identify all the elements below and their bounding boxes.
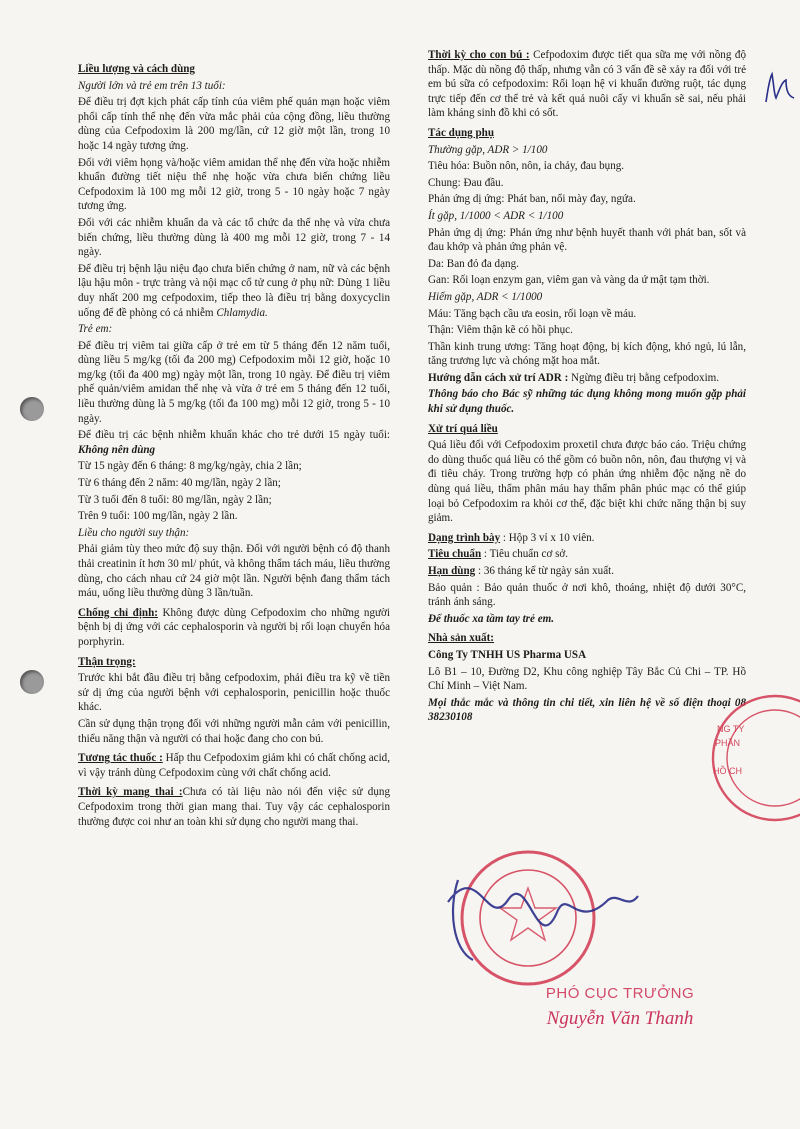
caution-paragraph-2: Cần sử dụng thận trọng đối với những người mẫn cảm với penicillin, thiểu năng thận và người có thai hoặc đang cho con bú. [78, 717, 390, 745]
side-effect-line: Phản ứng dị ứng: Phản ứng như bệnh huyết thanh với phát ban, sốt và đau khớp và phản ứng phản vệ. [428, 226, 746, 254]
expiry-label: Hạn dùng [428, 565, 476, 577]
standard-line [428, 547, 746, 562]
child-paragraph-2-text: Để điều trị các bệnh nhiễm khuẩn khác cho trẻ dưới 15 ngày tuổi: [78, 429, 390, 442]
side-effect-line: Thần kinh trung ương: Tăng hoạt động, bị kích động, khó ngủ, lú lẫn, tăng trương lực và chóng mặt hoa mắt. [428, 340, 746, 368]
packaging-label: Dạng trình bày [428, 531, 501, 544]
child-dose-line: Trên 9 tuổi: 100 mg/lần, ngày 2 lần. [78, 510, 238, 523]
officer-title: PHÓ CỤC TRƯỞNG [545, 985, 695, 1002]
interaction-paragraph [78, 751, 390, 780]
child-paragraph-2 [78, 428, 390, 457]
manufacturer-address: Lô B1 – 10, Đường D2, Khu công nghiệp Tây Bắc Củ Chi – TP. Hồ Chí Minh – Việt Nam. [428, 665, 746, 693]
punch-hole-bottom [20, 670, 44, 694]
contraindication-paragraph [78, 606, 390, 650]
adr-paragraph [428, 371, 746, 386]
manufacturer-name: Công Ty TNHH US Pharma USA [428, 648, 587, 661]
handwritten-initial-mark [762, 68, 798, 108]
side-effect-line: Chung: Đau đầu. [428, 176, 504, 189]
adult-paragraph-3: Đối với các nhiễm khuẩn da và các tổ chức da thể nhẹ và vừa chưa biến chứng, liều thường dùng là 400 mg mỗi 12 giờ, trong 7 - 14 ngày. [78, 216, 390, 259]
side-effect-line: Gan: Rối loạn enzym gan, viêm gan và vàng da ứ mật tạm thời. [428, 274, 710, 287]
overdose-heading: Xử trí quá liều [428, 422, 498, 435]
standard-text: : Tiêu chuẩn cơ sở. [481, 548, 569, 561]
approval-block [540, 985, 700, 1030]
lactation-heading: Thời kỳ cho con bú : [428, 49, 530, 61]
standard-label: Tiêu chuẩn [428, 548, 482, 561]
contact-text: Mọi thắc mắc và thông tin chi tiết, xin liên hệ về số điện thoại 08 38230108 [428, 696, 746, 724]
renal-paragraph: Phải giảm tùy theo mức độ suy thận. Đối với người bệnh có độ thanh thải creatinin ít hơn 30 ml/ phút, và không thẩm tách máu, liều thường dùng, cho cách nhau cứ 24 giờ một lần. Người bệnh đang thẩm tách máu, uống liều thường dùng 3 lần/tuần. [78, 543, 390, 600]
side-effects-heading: Tác dụng phụ [428, 126, 494, 139]
adult-paragraph-1: Để điều trị đợt kịch phát cấp tính của viêm phế quản mạn hoặc viêm phổi cấp tính thể nhẹ đến vừa mắc phải của cộng đồng, liều thường dùng của Cefpodoxim là 200 mg/lần, cứ 12 giờ một lần, trong 10 hoặc 14 ngày tương ứng. [78, 96, 390, 152]
packaging-line [428, 531, 746, 546]
contraindication-heading: Chống chỉ định: [78, 606, 158, 619]
adults-label: Người lớn và trẻ em trên 13 tuổi: [78, 79, 226, 92]
ministry-stamp-and-signature [418, 840, 658, 990]
right-column [428, 48, 746, 727]
punch-hole-top [20, 397, 44, 421]
adr-heading: Hướng dẫn cách xử trí ADR : [428, 371, 569, 384]
not-recommended-text: Không nên dùng [78, 443, 156, 456]
svg-text:NG TY: NG TY [717, 724, 745, 734]
overdose-paragraph: Quá liều đối với Cefpodoxim proxetil chưa được báo cáo. Triệu chứng do dùng thuốc quá liều có thể gồm có buồn nôn, nôn, đau thượng vị và đi tiêu chảy. Trong trường hợp có phản ứng nhiễm độc nặng nề do dùng quá liều, thẩm phân máu hay thẩm phân phúc mạc có thể giúp loại bỏ Cefpodoxim ra khỏi cơ thể, đặc biệt khi chức năng thận bị suy giảm. [428, 439, 746, 525]
child-dose-line: Từ 6 tháng đến 2 năm: 40 mg/lần, ngày 2 lần; [78, 477, 281, 490]
manufacturer-heading: Nhà sản xuất: [428, 632, 494, 645]
pregnancy-paragraph [78, 785, 390, 829]
officer-name: Nguyễn Văn Thanh [546, 1008, 694, 1029]
left-column [78, 62, 390, 831]
notify-doctor-text: Thông báo cho Bác sỹ những tác dụng không mong muốn gặp phải khi sử dụng thuốc. [428, 388, 746, 416]
dosage-heading: Liều lượng và cách dùng [78, 63, 195, 75]
packaging-text: : Hộp 3 vỉ x 10 viên. [500, 531, 595, 544]
expiry-text: : 36 tháng kể từ ngày sản xuất. [475, 565, 614, 577]
interaction-heading: Tương tác thuốc : [78, 752, 163, 765]
rare-label: Hiếm gặp, ADR < 1/1000 [428, 290, 543, 303]
expiry-line [428, 564, 746, 579]
svg-text:HỒ CH: HỒ CH [713, 766, 742, 776]
caution-heading: Thận trọng: [78, 655, 136, 668]
side-effect-line: Thận: Viêm thận kẽ có hồi phục. [428, 324, 573, 337]
interaction-text: Hấp thu Cefpodoxim giảm khi có chất chống acid, vì vậy tránh dùng Cefpodoxim cùng với chất chống acid. [78, 752, 390, 779]
pregnancy-heading: Thời kỳ mang thai : [78, 786, 183, 799]
side-effect-line: Da: Ban đỏ đa dạng. [428, 257, 519, 270]
storage-paragraph: Bảo quản : Bảo quản thuốc ở nơi khô, thoáng, nhiệt độ dưới 30°C, tránh ánh sáng. [428, 581, 746, 609]
adr-text: Ngừng điều trị bằng cefpodoxim. [568, 371, 720, 384]
child-dose-line: Từ 15 ngày đến 6 tháng: 8 mg/kg/ngày, chia 2 lần; [78, 460, 302, 473]
svg-text:PHẦN: PHẦN [715, 738, 741, 748]
side-effect-line: Máu: Tăng bạch cầu ưa eosin, rối loạn về máu. [428, 307, 637, 320]
pregnancy-text: Chưa có tài liệu nào nói đến việc sử dụng Cefpodoxim trong thời gian mang thai. Tuy vậy các cephalosporin thường được coi như an toàn khi sử dụng cho người mang thai. [78, 786, 390, 828]
uncommon-label: Ít gặp, 1/1000 < ADR < 1/100 [428, 209, 564, 222]
company-stamp [705, 690, 800, 830]
caution-paragraph-1: Trước khi bắt đầu điều trị bằng cefpodoxim, phải điều tra kỹ về tiền sử dị ứng của người bệnh với cephalosporin, penicillin hoặc thuốc khác. [78, 672, 390, 714]
side-effect-line: Phản ứng dị ứng: Phát ban, nổi mày đay, ngứa. [428, 193, 636, 206]
lactation-paragraph [428, 48, 746, 121]
children-label: Trẻ em: [78, 323, 113, 336]
contraindication-text: Không được dùng Cefpodoxim cho những người bệnh bị dị ứng với các cephalosporin và người bị rối loạn chuyển hóa porphyrin. [78, 606, 390, 648]
lactation-text: Cefpodoxim được tiết qua sữa mẹ với nồng độ thấp. Mặc dù nồng độ thấp, nhưng vẫn có 3 vấn đề sẽ xảy ra đối với trẻ em bú sữa có cefpodoxim: Rối loạn hệ vi khuẩn đường ruột, tác dụng trực tiếp đến cơ thể trẻ và kết quả nuôi cấy vi khuẩn sẽ sai, nếu phải làm kháng sinh đồ khi có sốt. [428, 49, 747, 120]
renal-label: Liều cho người suy thận: [78, 526, 190, 539]
child-paragraph-1: Để điều trị viêm tai giữa cấp ở trẻ em từ 5 tháng đến 12 năm tuổi, dùng liều 5 mg/kg (tối đa 200 mg) Cefpodoxim mỗi 12 giờ, hoặc 10 mg/kg (tối đa 400 mg) ngày một lần, trong 10 ngày. Để điều trị viêm phế quản/viêm amidan thể nhẹ và vừa ở trẻ em 5 tháng đến 12 tuổi, liều thường dùng là 5 mg/kg (tối đa 100 mg) mỗi 12 giờ, trong 5 - 10 ngày. [78, 339, 390, 425]
side-effect-line: Tiêu hóa: Buồn nôn, nôn, ỉa chảy, đau bụng. [428, 160, 625, 173]
chlamydia-term: Chlamydia. [216, 306, 268, 319]
adult-paragraph-4 [78, 262, 390, 320]
adult-paragraph-2: Đối với viêm họng và/hoặc viêm amidan thể nhẹ đến vừa hoặc nhiễm khuẩn đường tiết niệu thể nhẹ hoặc vừa chưa biến chứng liều Cefpodoxim là 100 mg mỗi 12 giờ, trong 5 - 10 ngày hoặc 7 ngày tương ứng. [78, 156, 390, 213]
adult-paragraph-4-text: Để điều trị bệnh lậu niệu đạo chưa biến chứng ở nam, nữ và các bệnh lậu hậu môn - trực tràng và nội mạc cổ tử cung ở phụ nữ: Dùng 1 liều duy nhất 200 mg cefpodoxim, tiếp theo là điều trị bằng doxycyclin uống để đề phòng có cả nhiễm [78, 262, 390, 319]
keep-away-text: Để thuốc xa tầm tay trẻ em. [428, 612, 555, 625]
child-dose-line: Từ 3 tuổi đến 8 tuổi: 80 mg/lần, ngày 2 lần; [78, 493, 272, 506]
common-label: Thường gặp, ADR > 1/100 [428, 143, 548, 156]
